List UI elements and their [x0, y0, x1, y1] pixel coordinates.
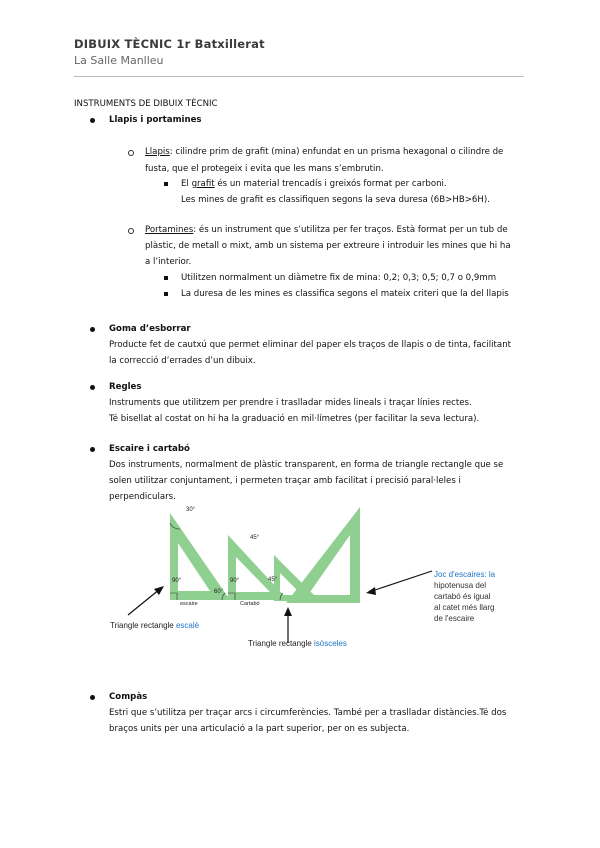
portamines-sub1: Utilitzen normalment un diàmetre fix de mina: 0,2; 0,3; 0,5; 0,7 o 0,9mm [181, 273, 497, 283]
angle-label: 60° [214, 589, 224, 595]
llapis-line2: fusta, que el protegeix i evita que les mans s’embrutin. [145, 164, 384, 174]
llapis-sub2: Les mines de grafit es classifiquen segons la seva duresa (6B>HB>6H). [181, 195, 490, 205]
circle-bullet-icon [128, 228, 134, 234]
angle-label: 45° [268, 577, 278, 583]
llapis-sub1: El grafit és un material trencadís i greixós format per carboni. [181, 179, 447, 189]
bullet-icon [90, 385, 95, 390]
section-title-escaire: Escaire i cartabó [109, 444, 190, 454]
note-line: cartabó és igual [434, 592, 491, 601]
note-line: hipotenusa del [434, 581, 487, 590]
square-bullet-icon [164, 292, 168, 296]
caption-escale: Triangle rectangle escalè [110, 621, 200, 630]
section-title-llapis: Llapis i portamines [109, 115, 202, 125]
doc-heading: INSTRUMENTS DE DIBUIX TÈCNIC [74, 99, 218, 109]
goma-line1: Producte fet de cautxú que permet eliminar del paper els traços de llapis o de tinta, facilitant [109, 340, 512, 350]
bullet-icon [90, 327, 95, 332]
bullet-icon [90, 695, 95, 700]
angle-label: 90° [172, 578, 182, 584]
bullet-icon [90, 447, 95, 452]
compas-line1: Estri que s’utilitza per traçar arcs i circumferències. També per a traslladar distàncies.Té dos [109, 708, 507, 718]
note-line: Joc d'escaires: la [434, 570, 496, 579]
header-subtitle: La Salle Manlleu [74, 54, 164, 67]
set-squares-note [434, 569, 530, 624]
bullet-icon [90, 118, 95, 123]
angle-label: 30° [186, 507, 196, 513]
square-bullet-icon [164, 276, 168, 280]
regles-line1: Instruments que utilitzem per prendre i traslladar mides lineals i traçar línies rectes. [109, 398, 472, 408]
portamines-line1: Portamines: és un instrument que s’utilitza per fer traços. Està format per un tub de [145, 225, 508, 235]
cartabo-triangle [170, 513, 230, 600]
goma-line2: la correcció d’errades d’un dibuix. [109, 356, 256, 366]
escaire-line1: Dos instruments, normalment de plàstic transparent, en forma de triangle rectangle que se [109, 460, 504, 470]
section-title-regles: Regles [109, 382, 142, 392]
angle-label: 90° [230, 578, 240, 584]
triangle-label: escaire [180, 601, 198, 607]
escaire-line2: solen utilitzar conjuntament, i permeten traçar amb facilitat i precisió paral·leles i [109, 476, 461, 486]
portamines-sub2: La duresa de les mines es classifica segons el mateix criteri que la del llapis [181, 289, 509, 299]
note-line: de l'escaire [434, 614, 475, 623]
header-divider [74, 76, 524, 77]
section-title-goma: Goma d’esborrar [109, 324, 191, 334]
section-title-compas: Compàs [109, 692, 148, 702]
square-bullet-icon [164, 182, 168, 186]
llapis-line1: Llapis: cilindre prim de grafit (mina) enfundat en un prisma hexagonal o cilindre de [145, 147, 504, 157]
set-squares-figure [110, 505, 530, 650]
triangle-label: Cartabó [240, 601, 260, 607]
header-title: DIBUIX TÈCNIC 1r Batxillerat [74, 37, 265, 51]
caption-isosceles: Triangle rectangle isòsceles [248, 639, 347, 648]
angle-label: 45° [250, 535, 260, 541]
regles-line2: Té bisellat al costat on hi ha la graduació en mil·límetres (per facilitar la seva lectura). [109, 414, 480, 424]
circle-bullet-icon [128, 150, 134, 156]
compas-line2: braços units per una articulació a la part superior, per on es subjecta. [109, 724, 410, 734]
note-line: al catet més llarg [434, 603, 495, 612]
escaire-line3: perpendiculars. [109, 492, 176, 502]
portamines-line3: a l’interior. [145, 257, 192, 267]
portamines-line2: plàstic, de metall o mixt, amb un sistema per extreure i introduir les mines que hi ha [145, 241, 511, 251]
